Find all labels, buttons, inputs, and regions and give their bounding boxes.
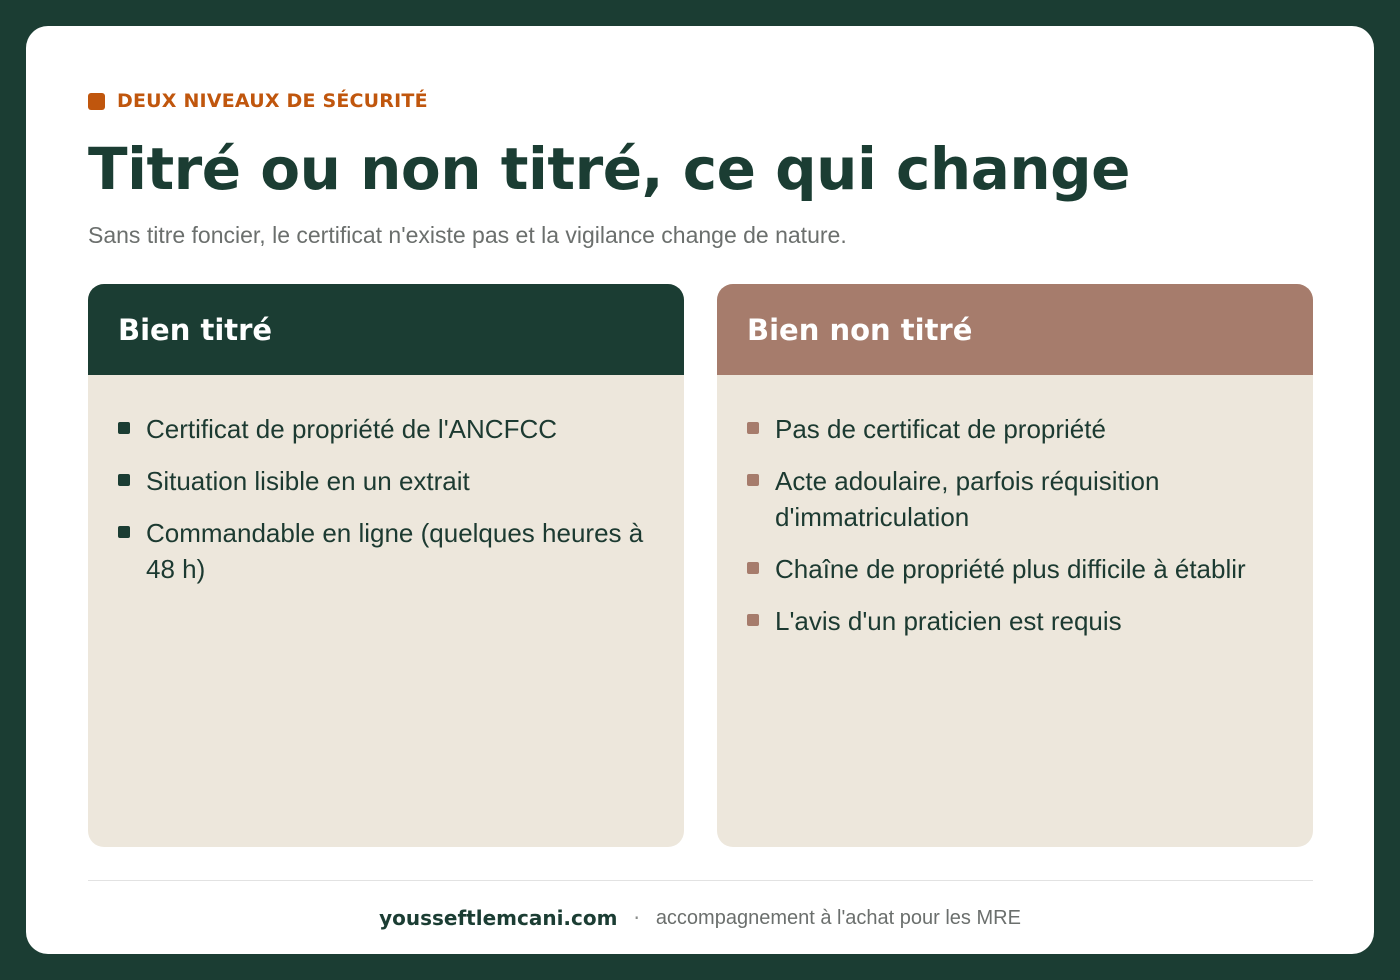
eyebrow xyxy=(88,90,428,112)
square-bullet-icon xyxy=(118,526,130,538)
list-item xyxy=(747,603,1283,639)
list-item xyxy=(747,551,1283,587)
panel-untitled xyxy=(717,284,1313,847)
list-item xyxy=(118,411,654,447)
square-bullet-icon xyxy=(118,422,130,434)
eyebrow-label: DEUX NIVEAUX DE SÉCURITÉ xyxy=(117,90,428,112)
list-item xyxy=(747,463,1283,535)
panel-header xyxy=(88,284,684,375)
eyebrow-square-icon xyxy=(88,93,105,110)
page-subtitle: Sans titre foncier, le certificat n'existe pas et la vigilance change de nature. xyxy=(88,222,847,248)
list-item-text: Certificat de propriété de l'ANCFCC xyxy=(146,414,557,444)
square-bullet-icon xyxy=(747,614,759,626)
square-bullet-icon xyxy=(747,562,759,574)
list-item-text: L'avis d'un praticien est requis xyxy=(775,606,1122,636)
square-bullet-icon xyxy=(747,422,759,434)
page-title: Titré ou non titré, ce qui change xyxy=(88,135,1130,203)
panel-title: Bien non titré xyxy=(747,312,973,347)
footer-divider xyxy=(88,880,1313,881)
square-bullet-icon xyxy=(118,474,130,486)
list-item-text: Pas de certificat de propriété xyxy=(775,414,1106,444)
slide-card xyxy=(26,26,1374,954)
panel-list xyxy=(88,375,684,587)
footer-separator: · xyxy=(633,906,640,930)
list-item-text: Acte adoulaire, parfois réquisition d'immatriculation xyxy=(775,466,1160,532)
panel-titled xyxy=(88,284,684,847)
list-item-text: Situation lisible en un extrait xyxy=(146,466,470,496)
footer-site-link[interactable]: yousseftlemcani.com xyxy=(379,906,618,930)
footer-tagline: accompagnement à l'achat pour les MRE xyxy=(655,906,1021,929)
panel-header xyxy=(717,284,1313,375)
list-item xyxy=(747,411,1283,447)
list-item-text: Commandable en ligne (quelques heures à 48 h) xyxy=(146,518,644,584)
list-item-text: Chaîne de propriété plus difficile à établir xyxy=(775,554,1246,584)
panel-title: Bien titré xyxy=(118,312,273,347)
list-item xyxy=(118,463,654,499)
square-bullet-icon xyxy=(747,474,759,486)
list-item xyxy=(118,515,654,587)
footer xyxy=(26,906,1374,930)
panel-list xyxy=(717,375,1313,639)
